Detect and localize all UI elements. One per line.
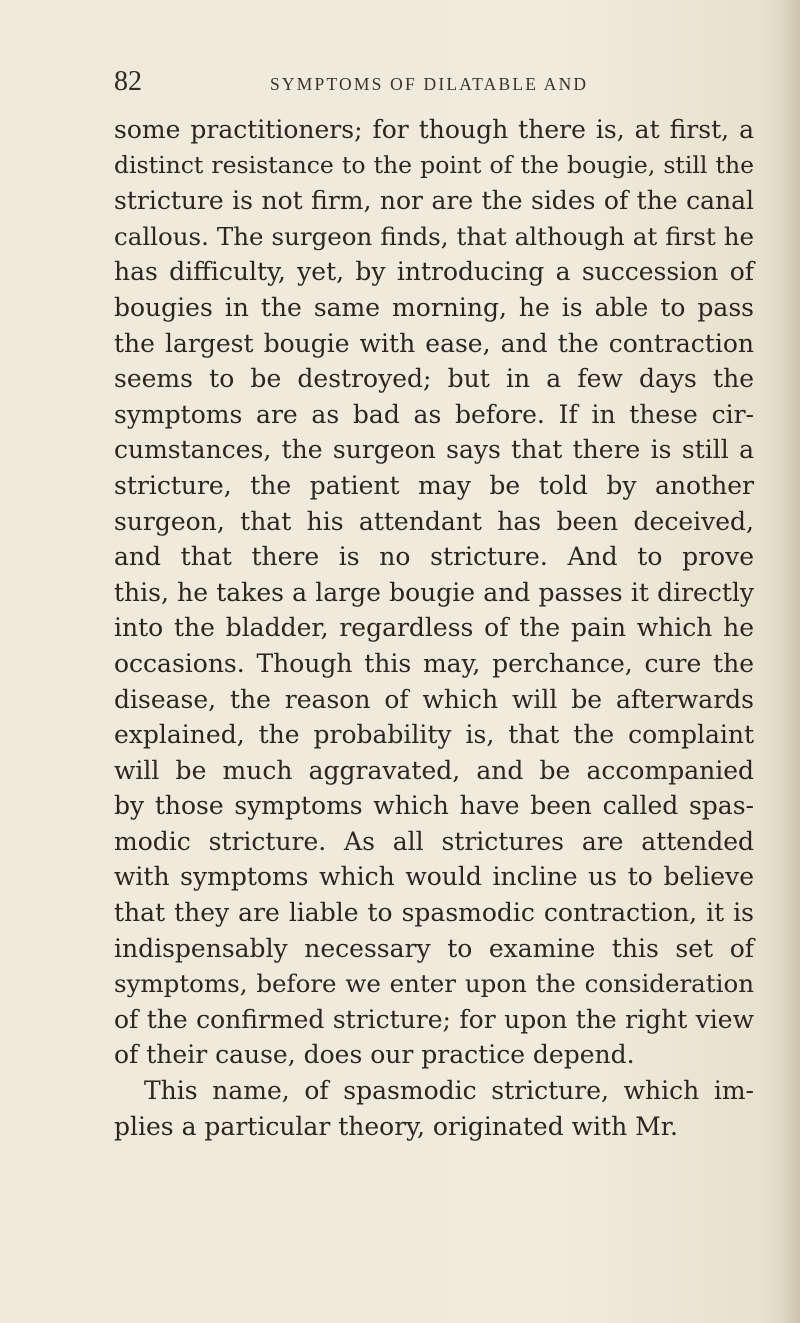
text-line: plies a particular theory, originated with Mr.: [114, 1111, 678, 1141]
text-line: will be much aggravated, and be accompanied: [114, 755, 754, 785]
text-line: into the bladder, regardless of the pain which he: [114, 613, 754, 643]
body-text: [114, 112, 754, 1144]
text-line: seems to be destroyed; but in a few days the: [114, 364, 754, 394]
text-line: occasions. Though this may, perchance, cure the: [114, 648, 754, 678]
text-line: of the confirmed stricture; for upon the right view: [114, 1004, 754, 1034]
text-line: disease, the reason of which will be afterwards: [114, 684, 754, 714]
running-head: SYMPTOMS OF DILATABLE AND: [270, 74, 589, 94]
text-line: the largest bougie with ease, and the contraction: [114, 328, 754, 358]
text-line: bougies in the same morning, he is able to pass: [114, 292, 754, 322]
text-line: distinct resistance to the point of the bougie, still the: [114, 150, 754, 179]
text-line: has difficulty, yet, by introducing a succession of: [114, 257, 754, 287]
text-line: and that there is no stricture. And to prove: [114, 542, 754, 572]
text-line: callous. The surgeon finds, that although at first he: [114, 221, 754, 251]
text-line: of their cause, does our practice depend.: [114, 1040, 635, 1070]
page-edge-shadow: [782, 0, 800, 1323]
text-line: This name, of spasmodic stricture, which im-: [144, 1076, 754, 1106]
text-line: cumstances, the surgeon says that there is still a: [114, 435, 754, 465]
text-line: by those symptoms which have been called spas-: [114, 791, 754, 821]
text-line: stricture, the patient may be told by another: [114, 470, 754, 500]
page-number: 82: [114, 66, 142, 97]
text-line: explained, the probability is, that the complaint: [114, 720, 754, 750]
page-header: [0, 58, 800, 98]
text-line: with symptoms which would incline us to believe: [114, 862, 754, 892]
text-line: some practitioners; for though there is, at first, a: [114, 115, 754, 144]
text-line: that they are liable to spasmodic contraction, it is: [114, 898, 754, 928]
text-line: surgeon, that his attendant has been deceived,: [114, 506, 754, 536]
text-line: symptoms are as bad as before. If in these cir-: [114, 399, 754, 429]
text-line: indispensably necessary to examine this set of: [114, 933, 754, 963]
text-line: symptoms, before we enter upon the consideration: [114, 969, 754, 999]
text-line: modic stricture. As all strictures are attended: [114, 826, 754, 856]
text-line: this, he takes a large bougie and passes it directly: [114, 577, 754, 607]
text-line: stricture is not firm, nor are the sides of the canal: [114, 186, 754, 216]
